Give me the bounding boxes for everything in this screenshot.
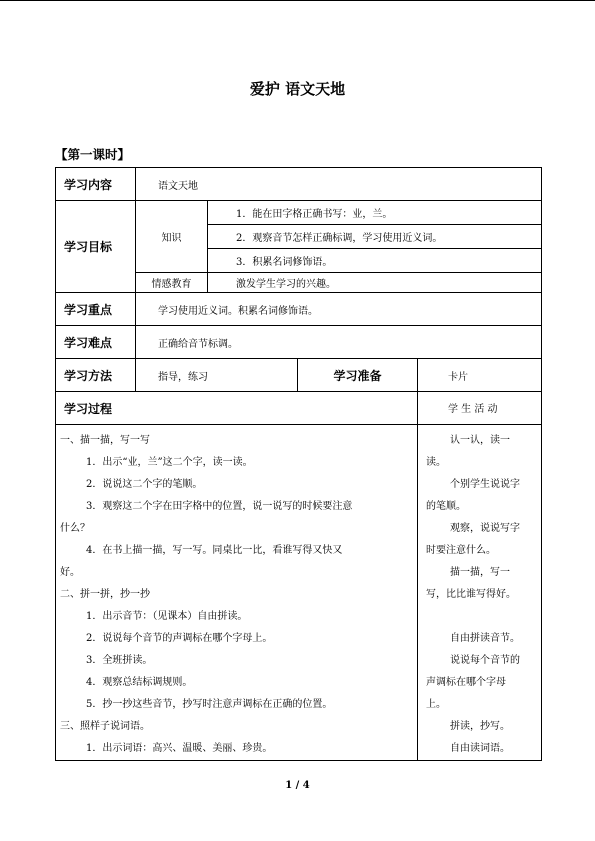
process-line: 1．出示“业，兰”这二个字，读一读。: [86, 457, 253, 468]
emotion-value: 激发学生学习的兴趣。: [208, 273, 542, 293]
key-label: 学习重点: [56, 293, 136, 326]
activity-line: 读。: [426, 457, 446, 468]
method-label: 学习方法: [56, 359, 136, 392]
activity-line: [426, 606, 537, 628]
process-line: 5．抄一抄这些音节，抄写时注意声调标在正确的位置。: [86, 699, 333, 710]
process-line: 2．说说这二个字的笔顺。: [86, 479, 203, 490]
activity-line: 的笔顺。: [426, 501, 466, 512]
activity-line: 拼读，抄写。: [450, 721, 510, 732]
process-line: 1．出示词语：高兴、温暖、美丽、珍贵。: [86, 743, 273, 754]
activity-line: 描一描，写一: [450, 567, 510, 578]
content-value: 语文天地: [136, 168, 542, 201]
knowledge-item-2: 2．观察音节怎样正确标调，学习使用近义词。: [208, 225, 542, 249]
process-line: 4．在书上描一描，写一写。同桌比一比，看谁写得又快又: [86, 545, 343, 556]
process-line: 二、拼一拼，抄一抄: [60, 589, 150, 600]
content-label: 学习内容: [56, 168, 136, 201]
lesson-plan-table: [55, 167, 542, 761]
process-line: 2．说说每个音节的声调标在哪个字母上。: [86, 633, 273, 644]
process-line: 什么？: [60, 523, 90, 534]
process-label: 学习过程: [56, 392, 418, 425]
activity-line: 自由读词语。: [450, 743, 510, 754]
process-line: 一、描一描，写一写: [60, 435, 150, 446]
method-value: 指导，练习: [136, 359, 298, 392]
row-content: [56, 168, 542, 201]
process-line: 4．观察总结标调规则。: [86, 677, 193, 688]
row-process-header: [56, 392, 542, 425]
goals-label: 学习目标: [56, 201, 136, 293]
knowledge-label: 知识: [136, 201, 208, 273]
activity-lines: [426, 430, 537, 760]
prep-label: 学习准备: [298, 359, 418, 392]
emotion-label: 情感教育: [136, 273, 208, 293]
row-key: [56, 293, 542, 326]
activity-line: 写，比比谁写得好。: [426, 589, 516, 600]
activity-line: 认一认，读一: [450, 435, 510, 446]
top-border-line: [0, 0, 595, 1]
key-value: 学习使用近义词。积累名词修饰语。: [136, 293, 542, 326]
activity-line: 声调标在哪个字母: [426, 677, 506, 688]
process-line: 好。: [60, 567, 80, 578]
row-method: [56, 359, 542, 392]
row-process-body: [56, 425, 542, 761]
activity-label: 学 生 活 动: [418, 392, 542, 425]
page-number: 1 / 4: [285, 780, 310, 791]
process-line: 1．出示音节：（见课本）自由拼读。: [86, 611, 248, 622]
difficulty-value: 正确给音节标调。: [136, 326, 542, 359]
page-title: 爱护 语文天地: [249, 80, 346, 98]
row-difficulty: [56, 326, 542, 359]
activity-line: 个别学生说说字: [450, 479, 520, 490]
activity-line: 时要注意什么。: [426, 545, 496, 556]
activity-line: 自由拼读音节。: [450, 633, 520, 644]
process-line: 3．全班拼读。: [86, 655, 153, 666]
process-lines: [60, 430, 411, 760]
lesson-heading: 【第一课时】: [55, 147, 131, 162]
process-cell: [56, 425, 418, 761]
knowledge-item-1: 1．能在田字格正确书写：业，兰。: [208, 201, 542, 225]
row-goal-1: [56, 201, 542, 225]
difficulty-label: 学习难点: [56, 326, 136, 359]
prep-value: 卡片: [418, 359, 542, 392]
activity-line: 说说每个音节的: [450, 655, 520, 666]
process-line: 三、照样子说词语。: [60, 721, 150, 732]
activity-line: 观察，说说写字: [450, 523, 520, 534]
process-line: 3．观察这二个字在田字格中的位置，说一说写的时候要注意: [86, 501, 353, 512]
knowledge-item-3: 3．积累名词修饰语。: [208, 249, 542, 273]
activity-line: 上。: [426, 699, 446, 710]
activity-cell: [418, 425, 542, 761]
